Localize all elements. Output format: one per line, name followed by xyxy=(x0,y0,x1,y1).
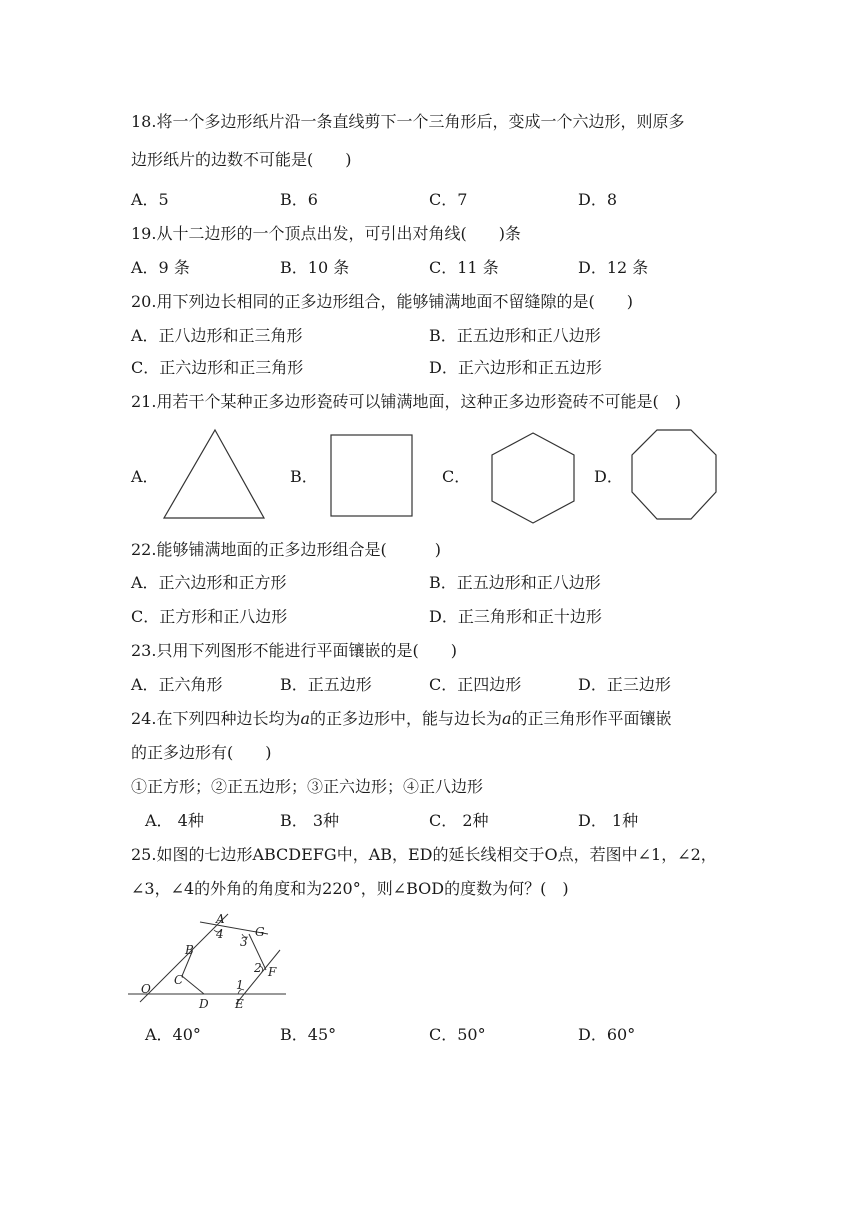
q18-stem-line-1: 18.将一个多边形纸片沿一条直线剪下一个三角形后，变成一个六边形，则原多 xyxy=(131,112,685,131)
q24-option-d: D． 1种 xyxy=(578,811,639,830)
q23-option-d: D．正三边形 xyxy=(578,675,671,694)
hexagon-icon xyxy=(488,430,578,526)
q20-option-b: B．正五边形和正八边形 xyxy=(429,326,601,345)
triangle-icon xyxy=(160,428,270,522)
q25-option-d: D．60° xyxy=(578,1025,636,1044)
q21-option-d: D． xyxy=(594,467,623,486)
label-e: E xyxy=(235,997,244,1011)
q20-option-c: C．正六边形和正三角形 xyxy=(131,358,304,377)
label-b: B xyxy=(185,943,194,957)
label-4: 4 xyxy=(216,927,224,941)
q24-stem-line-2: 的正多边形有( ) xyxy=(131,743,272,762)
q19-stem: 19.从十二边形的一个顶点出发，可引出对角线( )条 xyxy=(131,224,521,243)
q18-option-b: B．6 xyxy=(280,190,318,209)
label-f: F xyxy=(268,965,277,979)
q22-option-c: C．正方形和正八边形 xyxy=(131,607,288,626)
q20-option-a: A．正八边形和正三角形 xyxy=(131,326,303,345)
q22-option-d: D．正三角形和正十边形 xyxy=(429,607,602,626)
label-d: D xyxy=(199,997,209,1011)
q18-option-a: A．5 xyxy=(131,190,169,209)
label-o: O xyxy=(141,982,151,996)
q24-option-b: B． 3种 xyxy=(280,811,340,830)
label-c: C xyxy=(174,973,184,987)
q23-option-c: C．正四边形 xyxy=(429,675,522,694)
label-1: 1 xyxy=(236,978,244,992)
q24-option-a: A． 4种 xyxy=(145,811,204,830)
q18-stem-line-2: 边形纸片的边数不可能是( ) xyxy=(131,150,352,169)
q25-option-b: B．45° xyxy=(280,1025,337,1044)
q25-stem-line-1: 25.如图的七边形ABCDEFG中，AB，ED的延长线相交于O点，若图中∠1，∠2， xyxy=(131,845,717,864)
q23-stem: 23.只用下列图形不能进行平面镶嵌的是( ) xyxy=(131,641,457,660)
q21-option-b: B． xyxy=(290,467,318,486)
label-3: 3 xyxy=(240,935,248,949)
q25-stem-line-2: ∠3，∠4的外角的角度和为220°，则∠BOD的度数为何？( ) xyxy=(131,879,569,898)
q22-stem: 22.能够铺满地面的正多边形组合是( ) xyxy=(131,540,441,559)
heptagon-figure xyxy=(128,912,290,1012)
q23-option-a: A．正六角形 xyxy=(131,675,223,694)
q24-option-c: C． 2种 xyxy=(429,811,489,830)
q18-option-c: C．7 xyxy=(429,190,468,209)
q20-option-d: D．正六边形和正五边形 xyxy=(429,358,602,377)
label-g: G xyxy=(255,925,265,939)
q21-option-a: A． xyxy=(131,467,159,486)
q22-option-b: B．正五边形和正八边形 xyxy=(429,573,601,592)
q20-stem: 20.用下列边长相同的正多边形组合，能够铺满地面不留缝隙的是( ) xyxy=(131,292,633,311)
q21-stem: 21.用若干个某种正多边形瓷砖可以铺满地面，这种正多边形瓷砖不可能是( ) xyxy=(131,392,681,411)
q24-stem-line-3: ①正方形；②正五边形；③正六边形；④正八边形 xyxy=(131,777,484,796)
q24-stem-line-1: 24.在下列四种边长均为𝑎的正多边形中，能与边长为𝑎的正三角形作平面镶嵌 xyxy=(131,709,672,728)
q18-option-d: D．8 xyxy=(578,190,618,209)
q25-option-c: C．50° xyxy=(429,1025,486,1044)
q21-option-c: C． xyxy=(442,467,471,486)
q22-option-a: A．正六边形和正方形 xyxy=(131,573,287,592)
q23-option-b: B．正五边形 xyxy=(280,675,372,694)
q19-option-d: D．12 条 xyxy=(578,258,649,277)
q19-option-c: C．11 条 xyxy=(429,258,499,277)
square-icon xyxy=(328,432,416,518)
label-a: A xyxy=(216,912,225,926)
label-2: 2 xyxy=(254,961,262,975)
q19-option-a: A．9 条 xyxy=(131,258,190,277)
q25-option-a: A．40° xyxy=(145,1025,201,1044)
q19-option-b: B．10 条 xyxy=(280,258,350,277)
octagon-icon xyxy=(627,427,721,527)
